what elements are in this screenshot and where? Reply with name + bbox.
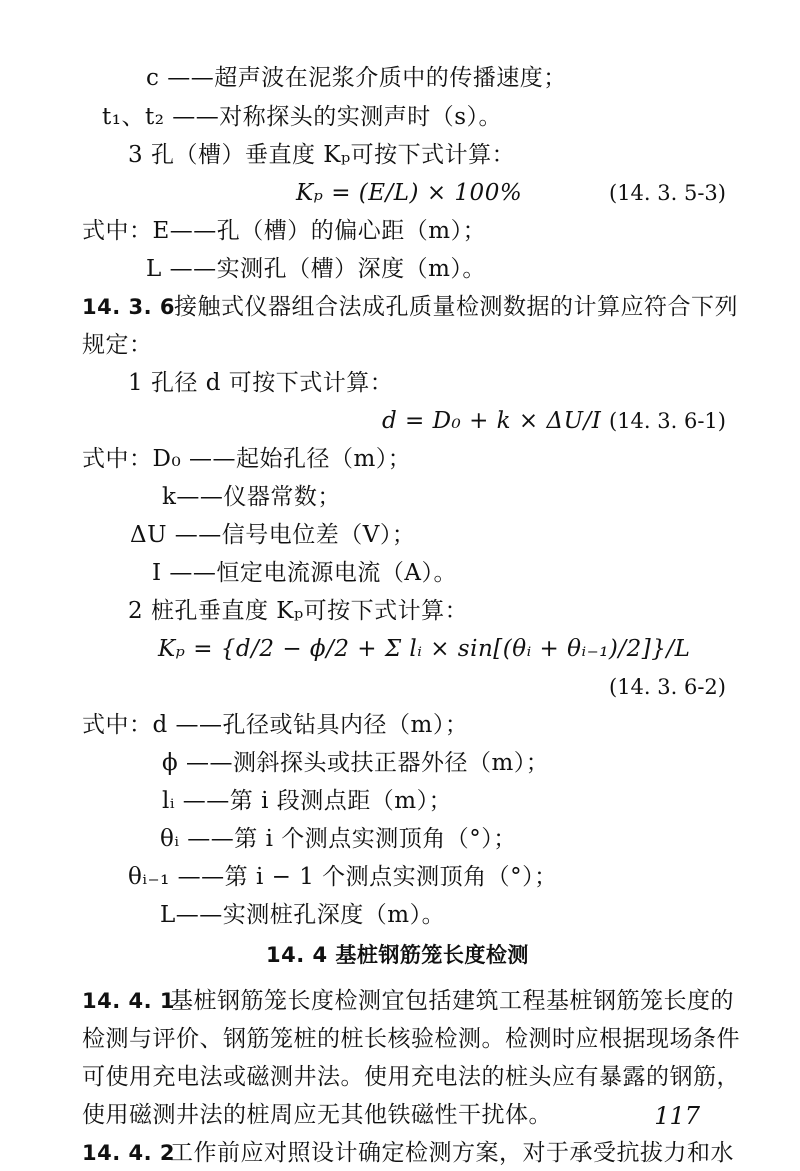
equation-number: (14. 3. 6-1) (609, 409, 726, 433)
text-line: θᵢ₋₁ ——第 i − 1 个测点实测顶角（°）； (128, 864, 558, 890)
equation-number: (14. 3. 5-3) (609, 181, 726, 205)
page-number: 117 (654, 1102, 700, 1130)
text-line: lᵢ ——第 i 段测点距（m）； (162, 788, 453, 814)
text-line: c ——超声波在泥浆介质中的传播速度； (146, 65, 567, 91)
section-number: 14. 4. 2 (82, 1141, 176, 1165)
text-line: L ——实测孔（槽）深度（m）。 (146, 256, 486, 282)
text-line: 接触式仪器组合法成孔质量检测数据的计算应符合下列 (174, 294, 738, 320)
text-line: 检测与评价、钢筋笼桩的桩长核验检测。检测时应根据现场条件 (82, 1026, 740, 1052)
formula: Kₚ = {d/2 − ϕ/2 + Σ lᵢ × sin[(θᵢ + θᵢ₋₁)/2]}/L (158, 636, 691, 662)
text-line: 工作前应对照设计确定检测方案，对于承受抗拔力和水 (170, 1140, 734, 1166)
formula: d = D₀ + k × ΔU/I (382, 408, 602, 434)
text-line: ϕ ——测斜探头或扶正器外径（m）； (162, 750, 550, 776)
section-number: 14. 4. 1 (82, 989, 176, 1013)
text-line: θᵢ ——第 i 个测点实测顶角（°）； (160, 826, 517, 852)
text-line: 可使用充电法或磁测井法。使用充电法的桩头应有暴露的钢筋， (82, 1064, 740, 1090)
text-line: 使用磁测井法的桩周应无其他铁磁性干扰体。 (82, 1102, 552, 1128)
text-line: 式中：D₀ ——起始孔径（m）； (82, 446, 412, 472)
text-line: 1 孔径 d 可按下式计算： (128, 370, 394, 396)
text-line: 3 孔（槽）垂直度 Kₚ可按下式计算： (128, 142, 516, 168)
equation-number: (14. 3. 6-2) (609, 675, 726, 699)
text-line: 式中：d ——孔径或钻具内径（m）； (82, 712, 469, 738)
text-line: k——仪器常数； (162, 484, 341, 510)
text-line: 式中：E——孔（槽）的偏心距（m）； (82, 218, 487, 244)
text-line: ΔU ——信号电位差（V）； (130, 522, 416, 548)
text-line: 基桩钢筋笼长度检测宜包括建筑工程基桩钢筋笼长度的 (170, 988, 734, 1014)
text-line: L——实测桩孔深度（m）。 (160, 902, 446, 928)
text-line: t₁、t₂ ——对称探头的实测声时（s）。 (102, 104, 503, 130)
text-line: I ——恒定电流源电流（A）。 (152, 560, 458, 586)
section-number: 14. 3. 6 (82, 295, 176, 319)
section-heading: 14. 4 基桩钢筋笼长度检测 (266, 943, 529, 967)
formula: Kₚ = (E/L) × 100% (296, 180, 523, 206)
text-line: 规定： (82, 332, 153, 358)
text-line: 2 桩孔垂直度 Kₚ可按下式计算： (128, 598, 469, 624)
